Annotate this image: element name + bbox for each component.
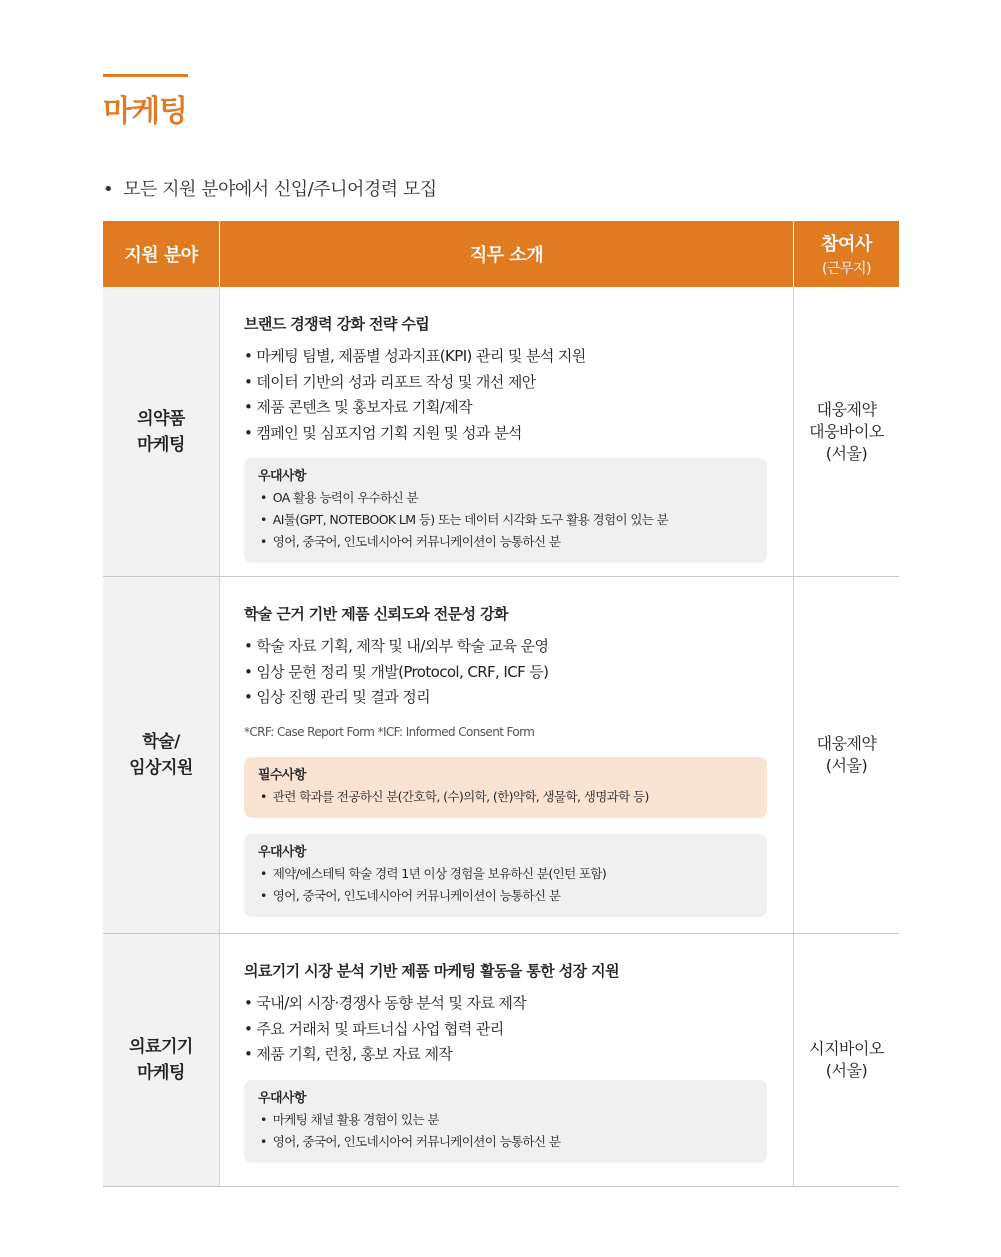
job-item: • 국내/외 시장·경쟁사 동향 분석 및 자료 제작	[244, 994, 527, 1012]
required-box	[244, 757, 767, 818]
field-line: 의약품	[137, 408, 185, 429]
field-line: 학술/	[142, 732, 180, 752]
intro-bullet	[103, 175, 437, 201]
required-text: 관련 학과를 전공하신 분(간호학, (수)의학, (한)약학, 생물학, 생명과학 등)	[272, 788, 649, 804]
preferred-item: • AI툴(GPT, NOTEBOOK LM 등) 또는 데이터 시각화 도구 활용 경험이 있는 분	[260, 512, 669, 527]
preferred-text: 제약/에스테틱 학술 경력 1년 이상 경험을 보유하신 분(인턴 포함)	[272, 865, 607, 881]
table-header	[103, 221, 899, 287]
preferred-item: • 마케팅 채널 활용 경험이 있는 분	[260, 1111, 439, 1127]
preferred-title: 우대사항	[258, 1090, 306, 1106]
job-item: • 임상 문헌 정리 및 개발(Protocol, CRF, ICF 등)	[244, 662, 549, 681]
company-line: (서울)	[825, 1061, 868, 1080]
header-company-label: 참여사	[821, 234, 872, 255]
preferred-item: • 영어, 중국어, 인도네시아어 커뮤니케이션이 능통하신 분	[260, 1133, 561, 1149]
required-item: • 관련 학과를 전공하신 분(간호학, (수)의학, (한)약학, 생물학, 생명과학 등)	[260, 788, 649, 804]
header-company-sub: (근무지)	[822, 261, 871, 277]
job-item: • 임상 진행 관리 및 결과 정리	[244, 688, 431, 706]
abbreviation-note: *CRF: Case Report Form *ICF: Informed Consent Form	[244, 724, 535, 739]
table-row	[103, 934, 899, 1187]
company-line: 대웅바이오	[809, 421, 884, 441]
company-line: 대웅제약	[816, 399, 877, 419]
field-cell	[103, 287, 220, 576]
preferred-box	[244, 834, 767, 917]
job-cell	[220, 934, 794, 1186]
job-heading: 의료기기 시장 분석 기반 제품 마케팅 활동을 통한 성장 지원	[244, 962, 619, 980]
preferred-box	[244, 458, 767, 563]
table-row	[103, 287, 899, 577]
company-line: (서울)	[825, 443, 868, 463]
preferred-text: AI툴(GPT, NOTEBOOK LM 등) 또는 데이터 시각화 도구 활용 경험이 있는 분	[272, 512, 669, 527]
job-heading: 브랜드 경쟁력 강화 전략 수립	[244, 315, 430, 333]
preferred-text: 마케팅 채널 활용 경험이 있는 분	[272, 1111, 439, 1127]
header-job: 직무 소개	[220, 221, 794, 287]
company-cell	[794, 287, 899, 576]
preferred-item: • 영어, 중국어, 인도네시아어 커뮤니케이션이 능통하신 분	[260, 534, 561, 549]
company-line: (서울)	[825, 756, 868, 775]
header-field: 지원 분야	[103, 221, 220, 287]
preferred-text: 영어, 중국어, 인도네시아어 커뮤니케이션이 능통하신 분	[272, 1133, 561, 1149]
job-item: • 제품 콘텐츠 및 홍보자료 기획/제작	[244, 398, 473, 416]
field-line: 마케팅	[137, 1063, 185, 1083]
job-cell	[220, 577, 794, 933]
recruitment-table	[103, 221, 899, 1187]
preferred-item: • OA 활용 능력이 우수하신 분	[260, 490, 418, 505]
preferred-text: OA 활용 능력이 우수하신 분	[272, 490, 418, 505]
preferred-title: 우대사항	[258, 469, 306, 484]
title-accent-bar	[103, 74, 188, 77]
job-item: • 캠페인 및 심포지엄 기획 지원 및 성과 분석	[244, 423, 522, 442]
preferred-text: 영어, 중국어, 인도네시아어 커뮤니케이션이 능통하신 분	[272, 887, 561, 903]
field-cell	[103, 934, 220, 1186]
job-item: • 제품 기획, 런칭, 홍보 자료 제작	[244, 1045, 453, 1063]
preferred-title: 우대사항	[258, 844, 306, 860]
field-line: 의료기기	[129, 1037, 193, 1057]
intro-text: 모든 지원 분야에서 신입/주니어경력 모집	[123, 179, 437, 200]
preferred-item: • 영어, 중국어, 인도네시아어 커뮤니케이션이 능통하신 분	[260, 887, 561, 903]
company-line: 대웅제약	[816, 734, 877, 753]
field-line: 마케팅	[137, 434, 185, 455]
required-title: 필수사항	[258, 767, 306, 783]
bullet-dot: •	[103, 179, 114, 200]
table-row	[103, 577, 899, 934]
preferred-box	[244, 1080, 767, 1163]
job-item: • 주요 거래처 및 파트너십 사업 협력 관리	[244, 1019, 504, 1038]
field-line: 임상지원	[129, 758, 193, 778]
preferred-item: • 제약/에스테틱 학술 경력 1년 이상 경험을 보유하신 분(인턴 포함)	[260, 865, 607, 881]
job-item: • 데이터 기반의 성과 리포트 작성 및 개선 제안	[244, 372, 536, 391]
job-heading: 학술 근거 기반 제품 신뢰도와 전문성 강화	[244, 605, 508, 623]
field-cell	[103, 577, 220, 933]
company-line: 시지바이오	[809, 1039, 884, 1058]
job-item: • 마케팅 팀별, 제품별 성과지표(KPI) 관리 및 분석 지원	[244, 347, 586, 365]
preferred-text: 영어, 중국어, 인도네시아어 커뮤니케이션이 능통하신 분	[272, 534, 561, 549]
job-cell	[220, 287, 794, 576]
company-cell	[794, 577, 899, 933]
company-cell	[794, 934, 899, 1186]
page-title: 마케팅	[103, 94, 187, 129]
header-company	[794, 221, 899, 287]
job-item: • 학술 자료 기획, 제작 및 내/외부 학술 교육 운영	[244, 637, 549, 655]
